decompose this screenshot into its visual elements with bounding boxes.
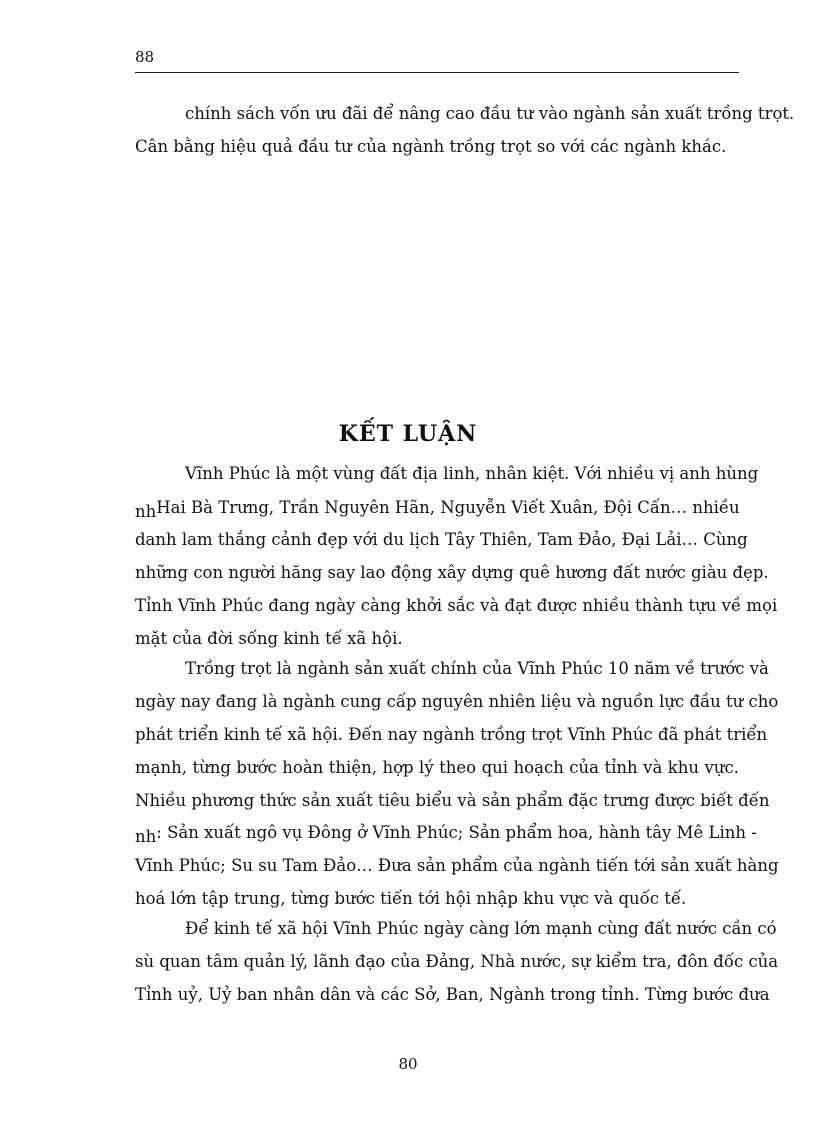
p2-line-7: Vĩnh Phúc; Su su Tam Đảo… Đưa sản phẩm của ngành tiến tới sản xuất hàng bbox=[135, 856, 779, 875]
p1-line-3: danh lam thắng cảnh đẹp với du lịch Tây Thiên, Tam Đảo, Đại Lải… Cùng bbox=[135, 530, 748, 549]
p2-line-3: phát triển kinh tế xã hội. Đến nay ngành trồng trọt Vĩnh Phúc đã phát triển bbox=[135, 725, 768, 744]
p2-line-5: Nhiều phương thức sản xuất tiêu biểu và sản phẩm đặc trưng được biết đến bbox=[135, 791, 770, 810]
p1-line-4: những con người hăng say lao động xây dựng quê hương đất nước giàu đẹp. bbox=[135, 563, 769, 582]
p1-line-5: Tỉnh Vĩnh Phúc đang ngày càng khởi sắc và đạt được nhiều thành tựu về mọi bbox=[135, 596, 778, 615]
p2-line-2: ngày nay đang là ngành cung cấp nguyên nhiên liệu và nguồn lực đầu tư cho bbox=[135, 692, 779, 711]
footer-page-number: 80 bbox=[398, 1055, 418, 1073]
p2-line-4: mạnh, từng bước hoàn thiện, hợp lý theo qui hoạch của tỉnh và khu vực. bbox=[135, 758, 739, 777]
p1-line-1: Vĩnh Phúc là một vùng đất địa linh, nhân kiệt. Với nhiều vị anh hùng bbox=[185, 464, 759, 483]
p2-line-8: hoá lớn tập trung, từng bước tiến tới hội nhập khu vực và quốc tế. bbox=[135, 889, 687, 908]
p2-line-6 bbox=[135, 822, 757, 848]
p3-line-3: Tỉnh uỷ, Uỷ ban nhân dân và các Sở, Ban, Ngành trong tỉnh. Từng bước đưa bbox=[135, 985, 770, 1004]
p1-line-2-text: Hai Bà Trưng, Trần Nguyên Hãn, Nguyễn Viết Xuân, Đội Cấn… nhiều bbox=[156, 498, 740, 517]
p3-line-1: Để kinh tế xã hội Vĩnh Phúc ngày càng lớn mạnh cùng đất nước cần có bbox=[185, 919, 777, 938]
p2-line-1: Trồng trọt là ngành sản xuất chính của Vĩnh Phúc 10 năm về trước và bbox=[185, 659, 769, 678]
header-rule bbox=[135, 72, 739, 73]
p1-line-2 bbox=[135, 497, 739, 523]
p3-line-2: sù quan tâm quản lý, lãnh đạo của Đảng, Nhà nước, sự kiểm tra, đôn đốc của bbox=[135, 952, 779, 971]
p2-lead-fragment: nh bbox=[135, 827, 157, 846]
header-page-number: 88 bbox=[135, 48, 155, 66]
conclusion-title: KẾT LUẬN bbox=[338, 421, 478, 447]
p2-line-6-text: : Sản xuất ngô vụ Đông ở Vĩnh Phúc; Sản phẩm hoa, hành tây Mê Linh - bbox=[156, 823, 757, 842]
intro-line-1: chính sách vốn ưu đãi để nâng cao đầu tư vào ngành sản xuất trồng trọt. bbox=[185, 104, 795, 123]
p1-lead-fragment: nh bbox=[135, 502, 157, 521]
intro-line-2: Cân bằng hiệu quả đầu tư của ngành trồng trọt so với các ngành khác. bbox=[135, 137, 727, 156]
p1-line-6: mặt của đời sống kinh tế xã hội. bbox=[135, 629, 403, 648]
